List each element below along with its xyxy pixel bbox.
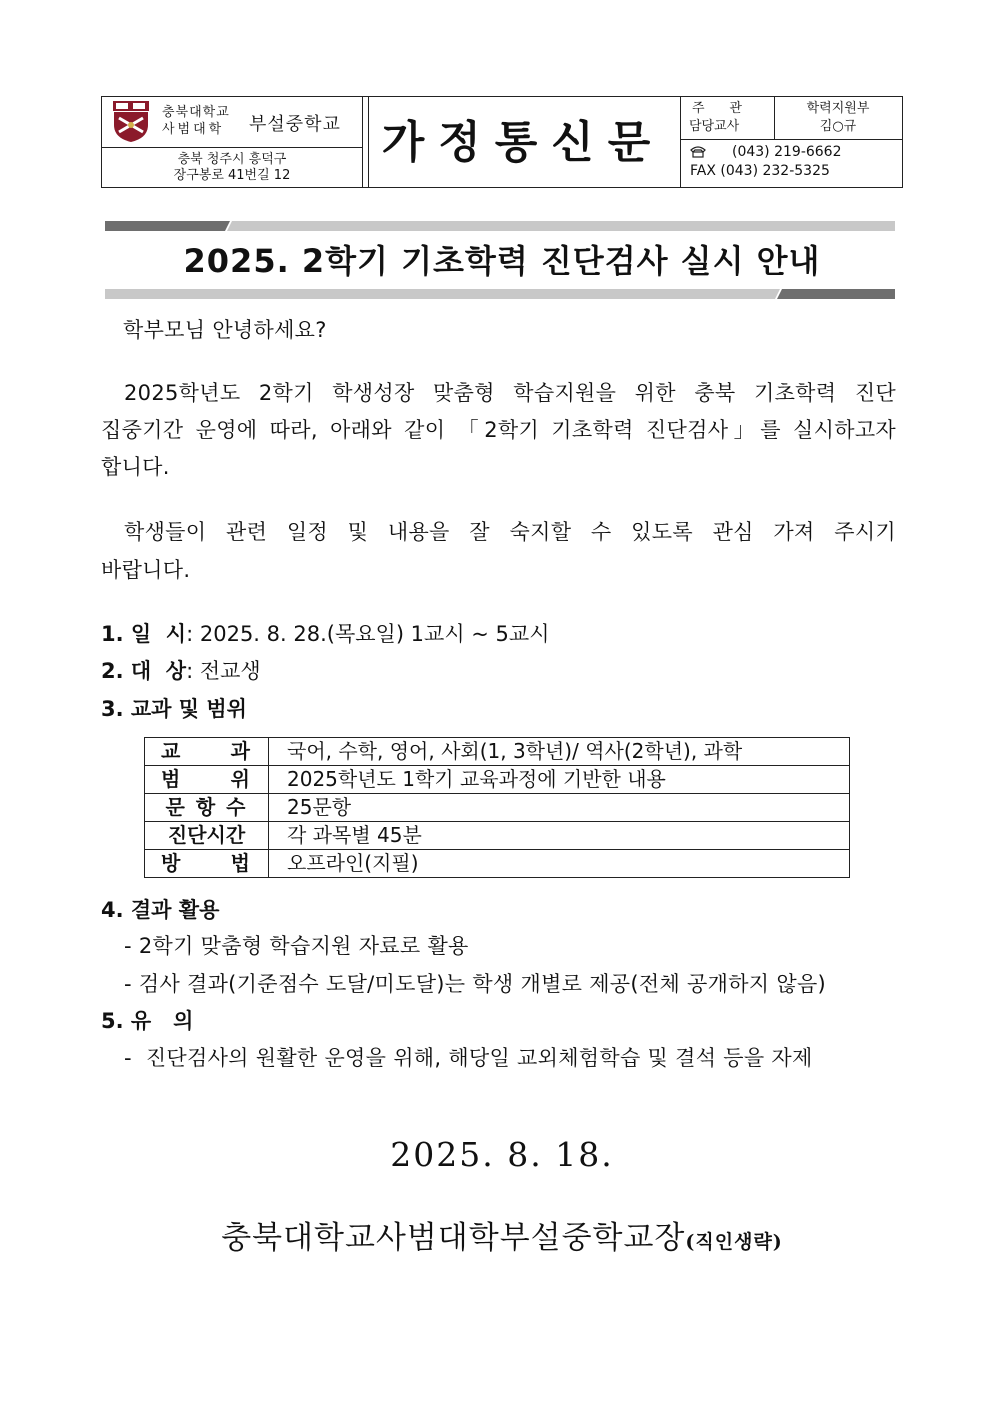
notice-title: 2025. 2학기 기초학력 진단검사 실시 안내 <box>183 242 821 280</box>
table-key-cell <box>145 850 269 878</box>
phone-number: (043) 219-6662 <box>732 144 842 160</box>
section-2-target <box>101 657 261 685</box>
university-name: 충북대학교 <box>162 105 230 120</box>
table-row <box>145 822 850 850</box>
table-key-cell <box>145 766 269 794</box>
seal-omitted-note: (직인생략) <box>685 1231 783 1253</box>
divider <box>680 97 681 187</box>
table-row <box>145 738 850 766</box>
address-line-1: 충북 청주시 흥덕구 <box>177 152 287 167</box>
fax-number: FAX (043) 232-5325 <box>690 163 830 179</box>
table-key-part: 위 <box>230 767 252 791</box>
greeting: 학부모님 안녕하세요? <box>123 318 327 342</box>
divider <box>680 139 902 140</box>
table-key-cell: 문 항 수 <box>145 794 269 822</box>
section-5-notes <box>101 1007 193 1035</box>
paragraph-1-line-2: 집중기간 운영에 따라, 아래와 같이 「2학기 기초학력 진단검사」를 실시하고자 <box>101 418 896 442</box>
section-2-label: 2. 대 상 <box>101 659 187 683</box>
table-key-part: 과 <box>230 739 252 763</box>
section-1-label: 1. 일 시 <box>101 622 187 646</box>
table-value-cell: 2025학년도 1학기 교육과정에 기반한 내용 <box>269 766 850 794</box>
college-name: 사범대학 <box>162 122 225 137</box>
title-top-bar <box>105 220 895 232</box>
address-line-2: 장구봉로 41번길 12 <box>173 168 291 183</box>
section-3-label: 3. 교과 및 범위 <box>101 697 247 721</box>
table-value-cell: 각 과목별 45분 <box>269 822 850 850</box>
newsletter-title: 가정통신문 <box>381 117 665 168</box>
table-row <box>145 766 850 794</box>
paragraph-1-line-1: 2025학년도 2학기 학생성장 맞춤형 학습지원을 위한 충북 기초학력 진단 <box>124 381 896 405</box>
table-key-cell <box>145 738 269 766</box>
school-name: 부설중학교 <box>249 114 341 135</box>
table-key-part: 범 <box>161 767 183 791</box>
paragraph-2-line-2: 바랍니다. <box>101 558 191 582</box>
table-value-cell: 국어, 수학, 영어, 사회(1, 3학년)/ 역사(2학년), 과학 <box>269 738 850 766</box>
paragraph-2-line-1: 학생들이 관련 일정 및 내용을 잘 숙지할 수 있도록 관심 가져 주시기 <box>124 520 896 544</box>
divider <box>102 147 362 148</box>
supervisor-value: 학력지원부 <box>806 101 870 116</box>
teacher-value: 김○규 <box>819 119 857 134</box>
section-5-item-1: - 진단검사의 원활한 운영을 위해, 해당일 교외체험학습 및 결석 등을 자제 <box>124 1046 813 1070</box>
issue-date: 2025. 8. 18. <box>390 1135 614 1174</box>
table-key-part: 방 <box>161 851 183 875</box>
table-key-part: 법 <box>230 851 252 875</box>
title-bottom-bar <box>105 288 895 300</box>
section-3-subjects <box>101 695 247 723</box>
school-seal-logo <box>113 101 149 143</box>
table-key-cell: 진단시간 <box>145 822 269 850</box>
table-key-part: 교 <box>161 739 183 763</box>
subjects-table <box>144 737 850 878</box>
signature-text: 충북대학교사범대학부설중학교장 <box>221 1220 686 1256</box>
paragraph-1-line-3: 합니다. <box>101 455 170 479</box>
table-row <box>145 794 850 822</box>
section-1-schedule <box>101 620 550 648</box>
supervisor-label: 주 관 <box>692 101 742 116</box>
table-value-cell: 오프라인(지필) <box>269 850 850 878</box>
table-value-cell: 25문항 <box>269 794 850 822</box>
header-box <box>101 96 903 188</box>
section-5-label: 5. 유 의 <box>101 1009 194 1033</box>
section-4-item-2: - 검사 결과(기준점수 도달/미도달)는 학생 개별로 제공(전체 공개하지 않음) <box>124 972 827 996</box>
section-4-label: 4. 결과 활용 <box>101 898 220 922</box>
section-1-value: : 2025. 8. 28.(목요일) 1교시 ~ 5교시 <box>186 622 550 646</box>
section-4-item-1: - 2학기 맞춤형 학습지원 자료로 활용 <box>124 934 469 958</box>
table-row <box>145 850 850 878</box>
section-4-usage <box>101 896 219 924</box>
principal-signature <box>101 1212 903 1257</box>
teacher-label: 담당교사 <box>689 119 740 134</box>
divider <box>362 97 363 187</box>
phone-icon <box>690 146 706 158</box>
section-2-value: : 전교생 <box>186 659 261 683</box>
